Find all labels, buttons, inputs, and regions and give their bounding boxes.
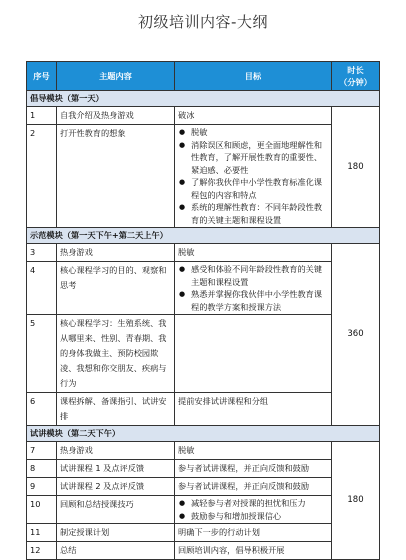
table-row — [27, 107, 380, 125]
row-topic: 自我介绍及热身游戏 — [57, 107, 175, 125]
goal-text: 破冰 — [178, 110, 195, 120]
row-goal — [175, 125, 332, 228]
table-body — [27, 91, 380, 560]
row-goal — [175, 315, 332, 393]
section-title: 示范模块（第一天下午+第二天上午） — [27, 228, 380, 244]
table-row — [27, 460, 380, 478]
row-topic: 课程拆解、备课指引、试讲安排 — [57, 393, 175, 426]
header-topic: 主题内容 — [57, 62, 175, 91]
row-goal — [175, 393, 332, 426]
row-number: 3 — [27, 244, 57, 262]
goal-bullet-item: ● 感受和体验不同年龄段性教育的关键主题和课程设置 — [178, 263, 328, 288]
header-seq: 序号 — [27, 62, 57, 91]
row-goal — [175, 244, 332, 262]
table-row — [27, 125, 380, 228]
goal-bullet-item: ● 减轻参与者对授课的担忧和压力 — [178, 497, 328, 510]
section-title: 倡导模块（第一天） — [27, 91, 380, 107]
row-goal — [175, 262, 332, 315]
goal-bullet-list — [178, 497, 328, 522]
row-number: 4 — [27, 262, 57, 315]
goal-bullet-item: ● 熟悉并掌握你我伙伴中小学性教育课程的教学方案和授课方法 — [178, 288, 328, 313]
row-number: 1 — [27, 107, 57, 125]
section-duration: 180 — [332, 442, 380, 560]
goal-text: 参与者试讲课程，并正向反馈和鼓励 — [178, 481, 310, 491]
section-header-row — [27, 228, 380, 244]
row-goal — [175, 524, 332, 542]
table-row — [27, 244, 380, 262]
row-topic: 热身游戏 — [57, 442, 175, 460]
row-number: 9 — [27, 478, 57, 496]
header-goal: 目标 — [175, 62, 332, 91]
row-topic: 总结 — [57, 542, 175, 560]
row-goal — [175, 478, 332, 496]
document-title: 初级培训内容-大纲 — [138, 13, 268, 31]
row-number: 5 — [27, 315, 57, 393]
table-row — [27, 442, 380, 460]
row-goal — [175, 442, 332, 460]
table-row — [27, 262, 380, 315]
row-number: 10 — [27, 496, 57, 524]
goal-bullet-item: ● 系统的理解性教育：不同年龄段性教育的关键主题和课程设置 — [178, 201, 328, 226]
goal-text: 提前安排试讲课程和分组 — [178, 396, 269, 406]
row-goal — [175, 107, 332, 125]
row-topic: 热身游戏 — [57, 244, 175, 262]
table-header-row — [27, 62, 380, 91]
goal-bullet-list — [178, 263, 328, 313]
table-row — [27, 524, 380, 542]
row-topic: 核心课程学习：生殖系统、我从哪里来、性别、青春期、我的身体我做主、预防校园欺凌、我想和你交朋友、疾病与行为 — [57, 315, 175, 393]
row-topic: 核心课程学习的目的、观察和思考 — [57, 262, 175, 315]
goal-text: 脱敏 — [178, 247, 195, 257]
row-number: 2 — [27, 125, 57, 228]
section-duration: 180 — [332, 107, 380, 228]
section-header-row — [27, 91, 380, 107]
row-number: 7 — [27, 442, 57, 460]
goal-bullet-item: ● 脱敏 — [178, 126, 328, 139]
row-topic: 打开性教育的想象 — [57, 125, 175, 228]
goal-text: 回顾培训内容，倡导积极开展 — [178, 545, 285, 555]
section-header-row — [27, 426, 380, 442]
outline-table — [26, 61, 380, 560]
goal-text: 脱敏 — [178, 445, 195, 455]
row-number: 12 — [27, 542, 57, 560]
section-duration: 360 — [332, 244, 380, 426]
goal-bullet-item: ● 了解你我伙伴中小学性教育标准化课程包的内容和特点 — [178, 176, 328, 201]
row-number: 8 — [27, 460, 57, 478]
table-row — [27, 496, 380, 524]
table-row — [27, 542, 380, 560]
table-row — [27, 478, 380, 496]
goal-text: 参与者试讲课程，并正向反馈和鼓励 — [178, 463, 310, 473]
goal-bullet-item: ● 鼓励参与和增加授课信心 — [178, 510, 328, 523]
table-row — [27, 393, 380, 426]
goal-text: 明确下一步的行动计划 — [178, 527, 260, 537]
goal-bullet-item: ● 消除误区和顾虑，更全面地理解性和性教育，了解开展性教育的重要性、紧迫感、必要性 — [178, 139, 328, 177]
row-goal — [175, 460, 332, 478]
row-goal — [175, 496, 332, 524]
row-number: 6 — [27, 393, 57, 426]
row-goal — [175, 542, 332, 560]
row-topic: 试讲课程 2 及点评反馈 — [57, 478, 175, 496]
row-topic: 试讲课程 1 及点评反馈 — [57, 460, 175, 478]
section-title: 试讲模块（第二天下午） — [27, 426, 380, 442]
row-number: 11 — [27, 524, 57, 542]
row-topic: 制定授课计划 — [57, 524, 175, 542]
goal-bullet-list — [178, 126, 328, 226]
header-duration: 时长 （分钟） — [332, 62, 380, 91]
row-topic: 回顾和总结授课技巧 — [57, 496, 175, 524]
table-row — [27, 315, 380, 393]
